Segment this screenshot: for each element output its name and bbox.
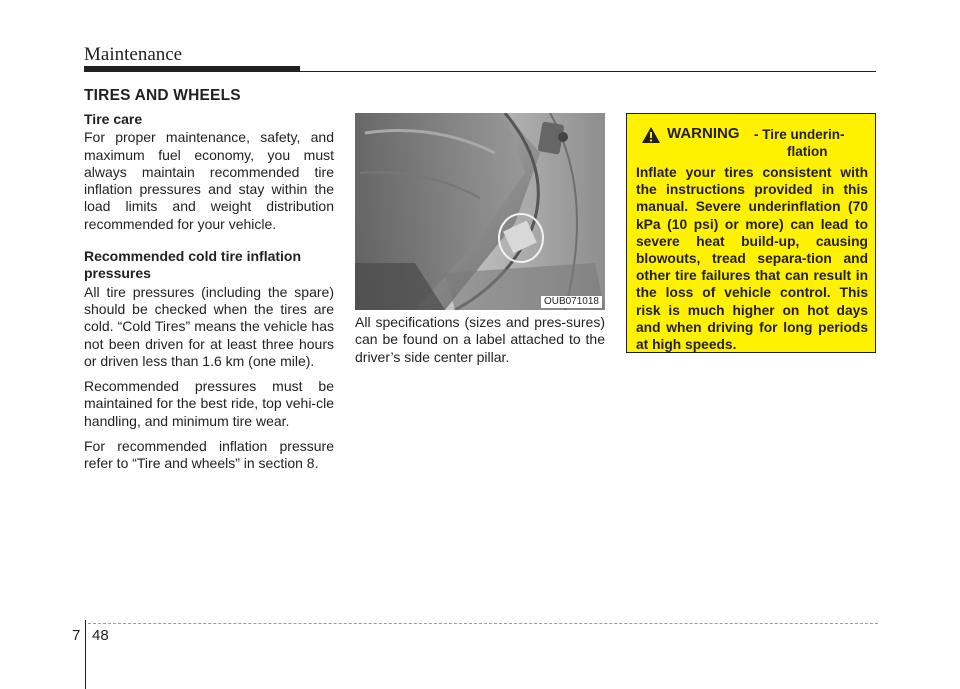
warning-subtitle-line2: flation	[787, 144, 828, 159]
door-pillar-illustration	[355, 113, 605, 310]
warning-text: Inflate your tires consistent with the instructions provided in this manual. Severe underinflation (70 kPa (10 psi) or more) can lead to severe heat build-up, causing blowouts, tread separa-tion and other tire failures that can result in the loss of vehicle control. This risk is much higher on hot days and when driving for long periods at high speeds.	[636, 165, 868, 353]
left-text-column	[84, 111, 334, 481]
pressures-paragraph-2: Recommended pressures must be maintained for the best ride, top vehi-cle handling, and minimum tire wear.	[84, 378, 334, 429]
middle-text-column	[355, 314, 605, 374]
footer-dashed-line	[88, 623, 878, 624]
tire-label-photo	[355, 113, 605, 310]
warning-box	[626, 113, 876, 353]
pressures-heading: Recommended cold tire inflation pressures	[84, 248, 302, 282]
warning-triangle-icon	[641, 126, 661, 144]
tire-care-heading: Tire care	[84, 111, 143, 127]
tire-care-paragraph: For proper maintenance, safety, and maximum fuel economy, you must always maintain recommended tire inflation pressures and stay within the load limits and weight distribution recommended for your vehicle.	[84, 129, 334, 232]
warning-header	[641, 125, 871, 161]
page-header-title: Maintenance	[84, 44, 183, 65]
footer-page-number: 48	[92, 627, 109, 644]
header-rule-thick	[84, 66, 300, 72]
footer-divider	[85, 620, 86, 689]
pressures-paragraph-3: For recommended inflation pressure refer to “Tire and wheels” in section 8.	[84, 438, 334, 472]
label-location-paragraph: All specifications (sizes and pres-sures) can be found on a label attached to the driver’s side center pillar.	[355, 314, 605, 365]
warning-subtitle-line1: - Tire underin-	[754, 127, 845, 142]
footer-chapter-number: 7	[72, 627, 81, 644]
header-rule-thin	[300, 71, 876, 72]
section-title: TIRES AND WHEELS	[84, 87, 241, 104]
warning-label: WARNING	[667, 125, 740, 142]
pressures-paragraph-1: All tire pressures (including the spare) should be checked when the tires are cold. “Cold Tires” means the vehicle has not been driven for at least three hours or driven less than 1.6 km (one mile).	[84, 283, 334, 369]
photo-code-label: OUB071018	[541, 296, 602, 308]
